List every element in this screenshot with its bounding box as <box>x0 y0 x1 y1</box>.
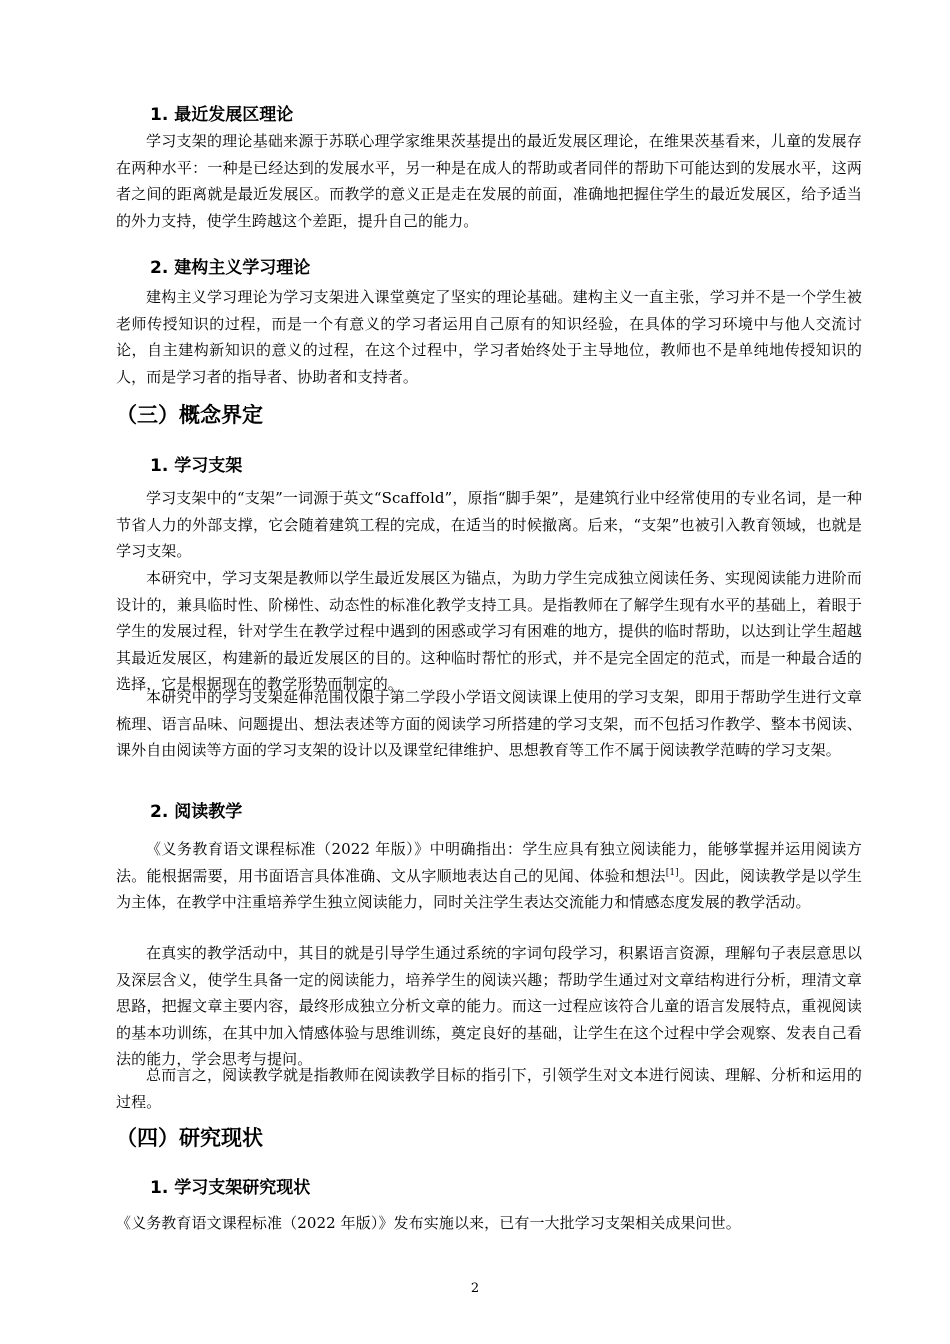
paragraph-constructivism: 建构主义学习理论为学习支架进入课堂奠定了坚实的理论基础。建构主义一直主张，学习并不是一个学生被老师传授知识的过程，而是一个有意义的学习者运用自己原有的知识经验，在具体的学习环境中与他人交流讨论，自主建构新知识的意义的过程，在这个过程中，学习者始终处于主导地位，教师也不是单纯地传授知识的人，而是学习者的指导者、协助者和支持者。 <box>116 288 862 386</box>
heading-scaffold-research-status: 1. 学习支架研究现状 <box>150 1178 311 1198</box>
paragraph-teaching-activity: 在真实的教学活动中，其目的就是引导学生通过系统的字词句段学习，积累语言资源，理解句子表层意思以及深层含义，使学生具备一定的阅读能力，培养学生的阅读兴趣；帮助学生通过对文章结构进行分析，理清文章思路，把握文章主要内容，最终形成独立分析文章的能力。而这一过程应该符合儿童的语言发展特点，重视阅读的基本功训练，在其中加入情感体验与思维训练，奠定良好的基础，让学生在这个过程中学会观察、发表自己看法的能力，学会思考与提问。 <box>116 944 862 1068</box>
heading-zpd-theory: 1. 最近发展区理论 <box>150 105 294 125</box>
paragraph-zpd-theory: 学习支架的理论基础来源于苏联心理学家维果茨基提出的最近发展区理论，在维果茨基看来，儿童的发展存在两种水平：一种是已经达到的发展水平，另一种是在成人的帮助或者同伴的帮助下可能达到的发展水平，这两者之间的距离就是最近发展区。而教学的意义正是走在发展的前面，准确地把握住学生的最近发展区，给予适当的外力支持，使学生跨越这个差距，提升自己的能力。 <box>116 132 862 230</box>
paragraph-curriculum-standard-part2: 。因此，阅读教学是以学生为主体，在教学中注重培养学生独立阅读能力，同时关注学生表达交流能力和情感态度发展的教学活动。 <box>116 866 862 911</box>
paragraph-research-status: 《义务教育语文课程标准（2022 年版）》发布实施以来，已有一大批学习支架相关成果问世。 <box>116 1214 741 1232</box>
paragraph-scaffold-definition: 本研究中，学习支架是教师以学生最近发展区为锚点，为助力学生完成独立阅读任务、实现阅读能力进阶而设计的，兼具临时性、阶梯性、动态性的标准化教学支持工具。是指教师在了解学生现有水平的基础上，着眼于学生的发展过程，针对学生在教学过程中遇到的困惑或学习有困难的地方，提供的临时帮助，以达到让学生超越其最近发展区，构建新的最近发展区的目的。这种临时帮忙的形式，并不是完全固定的范式，而是一种最合适的选择，它是根据现在的教学形势而制定的。 <box>116 569 862 693</box>
paragraph-scaffold-scope: 本研究中的学习支架延伸范围仅限于第二学段小学语文阅读课上使用的学习支架，即用于帮助学生进行文章梳理、语言品味、问题提出、想法表述等方面的阅读学习所搭建的学习支架，而不包括习作教学、整本书阅读、课外自由阅读等方面的学习支架的设计以及课堂纪律维护、思想教育等工作不属于阅读教学范畴的学习支架。 <box>116 688 862 759</box>
heading-learning-scaffold: 1. 学习支架 <box>150 456 243 476</box>
paragraph-curriculum-standard-part1: 《义务教育语文课程标准（2022 年版）》中明确指出：学生应具有独立阅读能力，能够掌握并运用阅读方法。能根据需要，用书面语言具体准确、文从字顺地表达自己的见闻、体验和想法 <box>116 840 862 885</box>
paragraph-curriculum-standard <box>116 836 862 916</box>
heading-constructivism: 2. 建构主义学习理论 <box>150 258 311 278</box>
paragraph-summary: 总而言之，阅读教学就是指教师在阅读教学目标的指引下，引领学生对文本进行阅读、理解、分析和运用的过程。 <box>116 1066 862 1111</box>
heading-concept-definition: （三）概念界定 <box>116 403 263 427</box>
heading-research-status: （四）研究现状 <box>116 1126 263 1150</box>
citation-1: [1] <box>665 867 679 878</box>
paragraph-scaffold-origin: 学习支架中的“支架”一词源于英文“Scaffold”，原指“脚手架”，是建筑行业中经常使用的专业名词，是一种节省人力的外部支撑，它会随着建筑工程的完成，在适当的时候撤离。后来，“支架”也被引入教育领域，也就是学习支架。 <box>116 489 862 560</box>
page-number: 2 <box>470 1281 480 1296</box>
heading-reading-teaching: 2. 阅读教学 <box>150 802 243 822</box>
